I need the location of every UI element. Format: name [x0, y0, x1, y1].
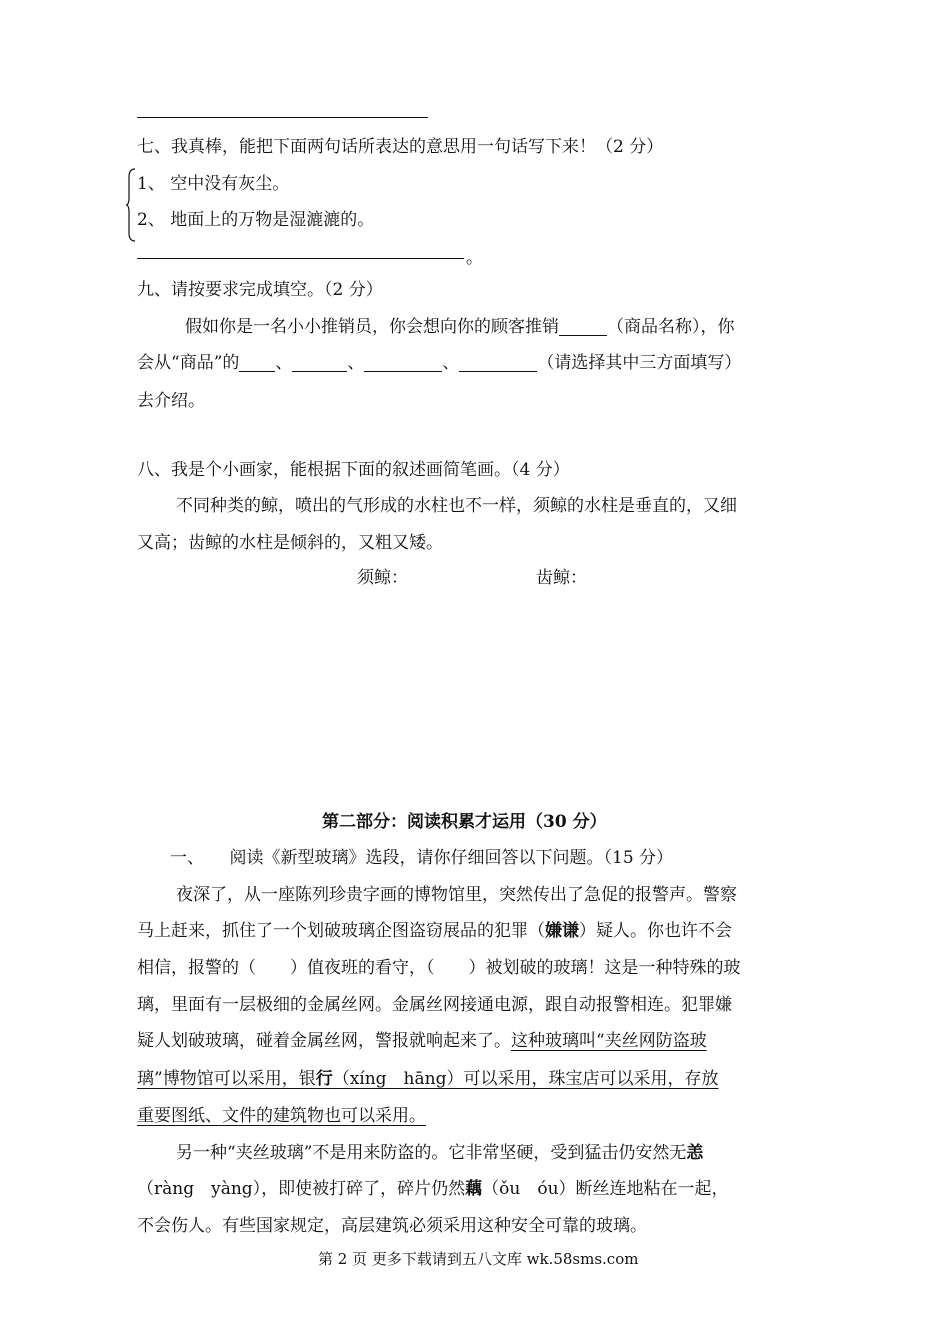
q9-line-3: 去介绍。 [137, 391, 205, 411]
toothed-whale-label: 齿鲸： [536, 568, 587, 588]
aspect-blank-3[interactable] [364, 351, 442, 372]
q9-line-1-text: 假如你是一名小小推销员，你会想向你的顾客推销 [185, 317, 559, 337]
page-footer: 第 2 页 更多下载请到五八文库 wk.58sms.com [318, 1250, 639, 1268]
reading-q1-title: 一、 阅读《新型玻璃》选段，请你仔细回答以下问题。（15 分） [170, 848, 674, 868]
reading-para-8 [176, 1138, 703, 1163]
q9-line-2 [137, 348, 741, 373]
sep-3: 、 [442, 353, 460, 373]
q8-title: 八、我是个小画家，能根据下面的叙述画简笔画。（4 分） [137, 460, 570, 480]
q9-line-2-tail: （请选择其中三方面填写） [537, 353, 742, 373]
reading-para-9-a: （ràng yàng），即使被打碎了，碎片仍然 [137, 1179, 466, 1199]
reading-para-9-c: （ǒu óu）断丝连地粘在一起， [482, 1179, 729, 1199]
reading-para-2-a: 马上赶来，抓住了一个划破玻璃企图盗窃展品的犯罪（ [137, 921, 545, 941]
underlined-sentence-a: 这种玻璃叫“夹丝网防盗玻 [511, 1031, 707, 1051]
reading-para-1: 夜深了，从一座陈列珍贵字画的博物馆里，突然传出了急促的报警声。警察 [176, 885, 737, 905]
sep-2: 、 [347, 353, 365, 373]
q7-sentence-2: 2、 地面上的万物是湿漉漉的。 [137, 210, 375, 230]
aspect-blank-2[interactable] [292, 351, 347, 372]
polyphone-hang: 行 [315, 1069, 333, 1089]
pinyin-choice-xian: 嫌谦 [545, 921, 579, 941]
q7-title: 七、我真棒，能把下面两句话所表达的意思用一句话写下来！（2 分） [137, 137, 664, 157]
part2-title: 第二部分：阅读积累才运用（30 分） [322, 812, 607, 832]
q9-line-1 [185, 312, 735, 337]
reading-para-8-a: 另一种“夹丝玻璃”不是用来防盗的。它非常坚硬，受到猛击仍安然无 [176, 1143, 687, 1163]
q8-para-2: 又高；齿鲸的水柱是倾斜的，又粗又矮。 [137, 533, 443, 553]
q9-line-1-tail: （商品名称），你 [607, 317, 735, 337]
char-yang: 恙 [686, 1143, 704, 1163]
reading-para-10: 不会伤人。有些国家规定，高层建筑必须采用这种安全可靠的玻璃。 [137, 1216, 647, 1236]
reading-para-4: 璃，里面有一层极细的金属丝网。金属丝网接通电源，跟自动报警相连。犯罪嫌 [137, 995, 732, 1015]
q7-end-mark: 。 [466, 248, 483, 268]
reading-para-6-a: 璃”博物馆可以采用，银 [137, 1069, 316, 1089]
reading-para-2-c: ）疑人。你也许不会 [579, 921, 732, 941]
reading-para-7: 重要图纸、文件的建筑物也可以采用。 [137, 1106, 426, 1126]
answer-line-top [137, 117, 428, 118]
reading-para-9 [137, 1174, 729, 1199]
product-blank[interactable] [559, 315, 607, 336]
brace-icon [126, 168, 136, 242]
q7-answer-line [137, 258, 464, 259]
sep-1: 、 [275, 353, 293, 373]
q7-sentence-1: 1、 空中没有灰尘。 [137, 174, 290, 194]
q8-para-1: 不同种类的鲸，喷出的气形成的水柱也不一样，须鲸的水柱是垂直的，又细 [176, 496, 737, 516]
reading-para-5 [137, 1026, 707, 1051]
baleen-whale-label: 须鲸： [357, 568, 408, 588]
char-ou: 藕 [465, 1179, 483, 1199]
q9-line-2-text: 会从“商品”的 [137, 353, 240, 373]
reading-para-6-c: （xíng hāng）可以采用，珠宝店可以采用，存放 [332, 1069, 719, 1089]
aspect-blank-1[interactable] [239, 351, 275, 372]
reading-para-2 [137, 916, 732, 941]
reading-para-3: 相信，报警的（ ）值夜班的看守，（ ）被划破的玻璃！这是一种特殊的玻 [137, 958, 741, 978]
reading-para-5-a: 疑人划破玻璃，碰着金属丝网，警报就响起来了。 [137, 1031, 511, 1051]
q9-title: 九、请按要求完成填空。（2 分） [137, 280, 383, 300]
reading-para-6 [137, 1064, 718, 1089]
aspect-blank-4[interactable] [459, 351, 537, 372]
